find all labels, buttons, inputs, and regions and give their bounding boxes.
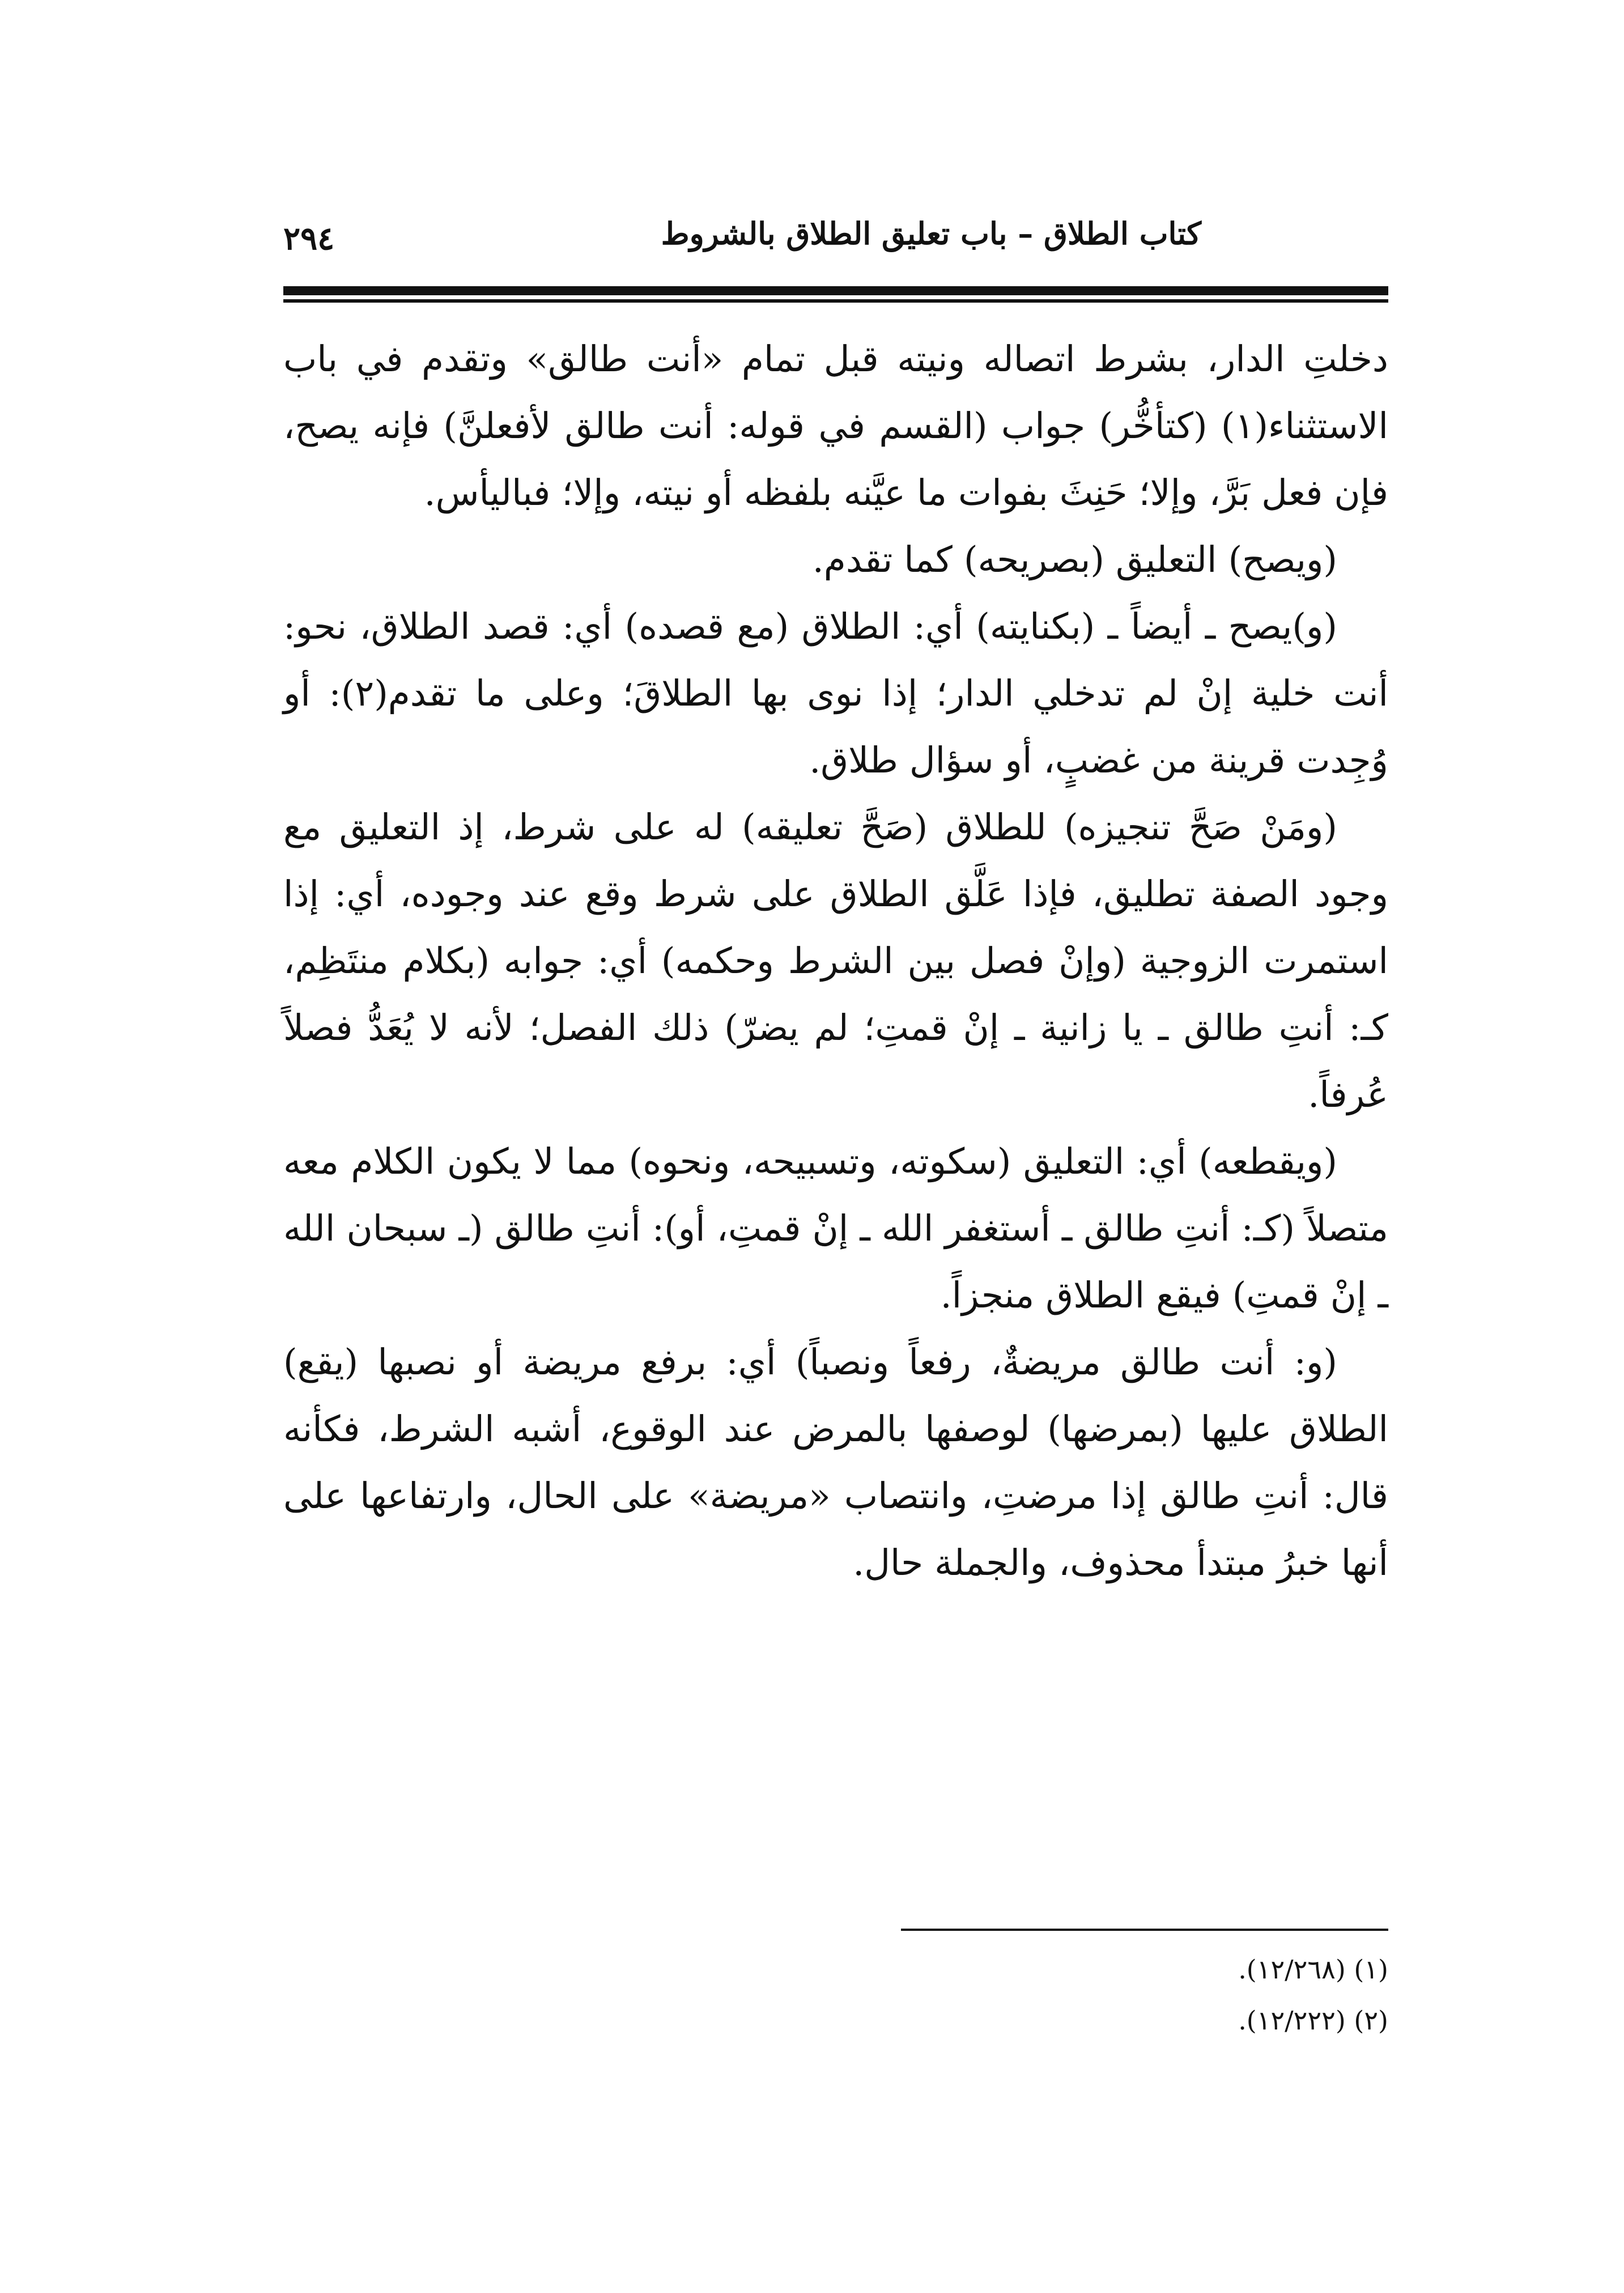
paragraph: (و: أنت طالق مريضةٌ، رفعاً ونصباً) أي: برفع مريضة أو نصبها (يقع) الطلاق عليها (بمرضها) لوصفها بالمرض عند الوقوع، أشبه الشرط، فكأنه قال: أنتِ طالق إذا مرضتِ، وانتصاب «مريضة» على الحال، وارتفاعها على أنها خبرُ مبتدأ محذوف، والجملة حال. [283, 1341, 1388, 1583]
header-rule-thin [283, 299, 1388, 303]
paragraph: (و)يصح ـ أيضاً ـ (بكنايته) أي: الطلاق (مع قصده) أي: قصد الطلاق، نحو: أنت خلية إنْ لم تدخلي الدار؛ إذا نوى بها الطلاقَ؛ وعلى ما تقدم(٢): أو وُجِدت قرينة من غضبٍ، أو سؤال طلاق. [283, 606, 1388, 781]
running-title: كتاب الطلاق – باب تعليق الطلاق بالشروط [661, 215, 1201, 252]
page-header [283, 215, 1388, 278]
header-rule-thick [283, 286, 1388, 295]
paragraph: (ويقطعه) أي: التعليق (سكوته، وتسبيحه، ونحوه) مما لا يكون الكلام معه متصلاً (كـ: أنتِ طالق ـ أستغفر الله ـ إنْ قمتِ، أو): أنتِ طالق (ـ سبحان الله ـ إنْ قمتِ) فيقع الطلاق منجزاً. [283, 1141, 1388, 1316]
footnotes [850, 1944, 1388, 2046]
page-number: ٢٩٤ [283, 220, 335, 257]
main-text [283, 326, 1388, 1596]
footnote-1: (١) (١٢/٢٦٨). [1238, 1954, 1388, 1985]
paragraph: دخلتِ الدار، بشرط اتصاله ونيته قبل تمام «أنت طالق» وتقدم في باب الاستثناء(١) (كتأخُّر) جواب (القسم في قوله: أنت طالق لأفعلنَّ) فإنه يصح، فإن فعل بَرَّ، وإلا؛ حَنِثَ بفوات ما عيَّنه بلفظه أو نيته، وإلا؛ فباليأس. [283, 338, 1388, 513]
footnote-2: (٢) (١٢/٢٢٢). [1238, 2005, 1388, 2036]
footnote-separator [901, 1929, 1388, 1931]
paragraph: (ويصح) التعليق (بصريحه) كما تقدم. [812, 539, 1337, 580]
paragraph: (ومَنْ صَحَّ تنجيزه) للطلاق (صَحَّ تعليقه) له على شرط، إذ التعليق مع وجود الصفة تطليق، فإذا عَلَّق الطلاق على شرط وقع عند وجوده، أي: إذا استمرت الزوجية (وإنْ فصل بين الشرط وحكمه) أي: جوابه (بكلام منتَظِم، كـ: أنتِ طالق ـ يا زانية ـ إنْ قمتِ؛ لم يضرّ) ذلك الفصل؛ لأنه لا يُعَدُّ فصلاً عُرفاً. [283, 806, 1388, 1115]
